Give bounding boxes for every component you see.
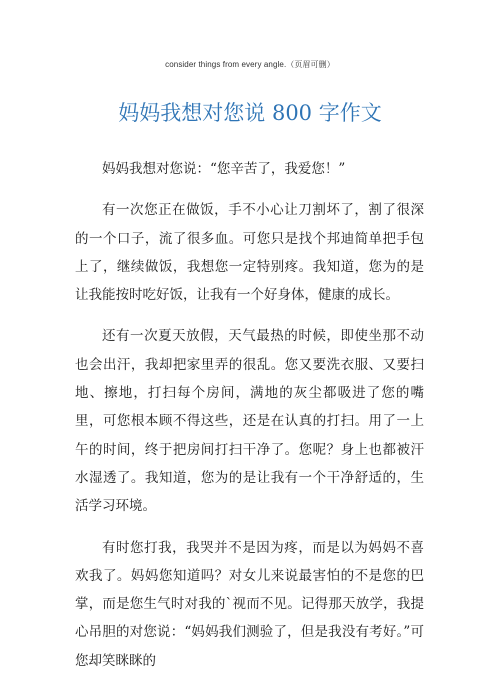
paragraph: 有时您打我，我哭并不是因为疼，而是以为妈妈不喜欢我了。妈妈您知道吗？对女儿来说最害怕的不是您的巴掌，而是您生气时对我的`视而不见。记得那天放学，我提心吊胆的对您说：“妈妈我们测验了，但是我没有考好。”可您却笑眯眯的: [75, 539, 424, 669]
paragraph: 还有一次夏天放假，天气最热的时候，即使坐那不动也会出汗，我却把家里弄的很乱。您又要洗衣服、又要扫地、擦地，打扫每个房间，满地的灰尘都吸进了您的嘴里，可您根本顾不得这些，还是在认真的打扫。用了一上午的时间，终于把房间打扫干净了。您呢？身上也都被汗水湿透了。我知道，您为的是让我有一个干净舒适的，生活学习环境。: [75, 328, 424, 515]
paragraph: 妈妈我想对您说：“您辛苦了，我爱您！”: [102, 161, 346, 177]
paragraph: 有一次您正在做饭，手不小心让刀割坏了，割了很深的一个口子，流了很多血。可您只是找个邦迪简单把手包上了，继续做饭，我想您一定特别疼。我知道，您为的是让我能按时吃好饭，让我有一个好身体，健康的成长。: [75, 202, 424, 304]
document-title: 妈妈我想对您说 800 字作文: [118, 101, 382, 125]
page-header: consider things from every angle.（页眉可删）: [165, 60, 335, 69]
document-body: [75, 155, 424, 675]
